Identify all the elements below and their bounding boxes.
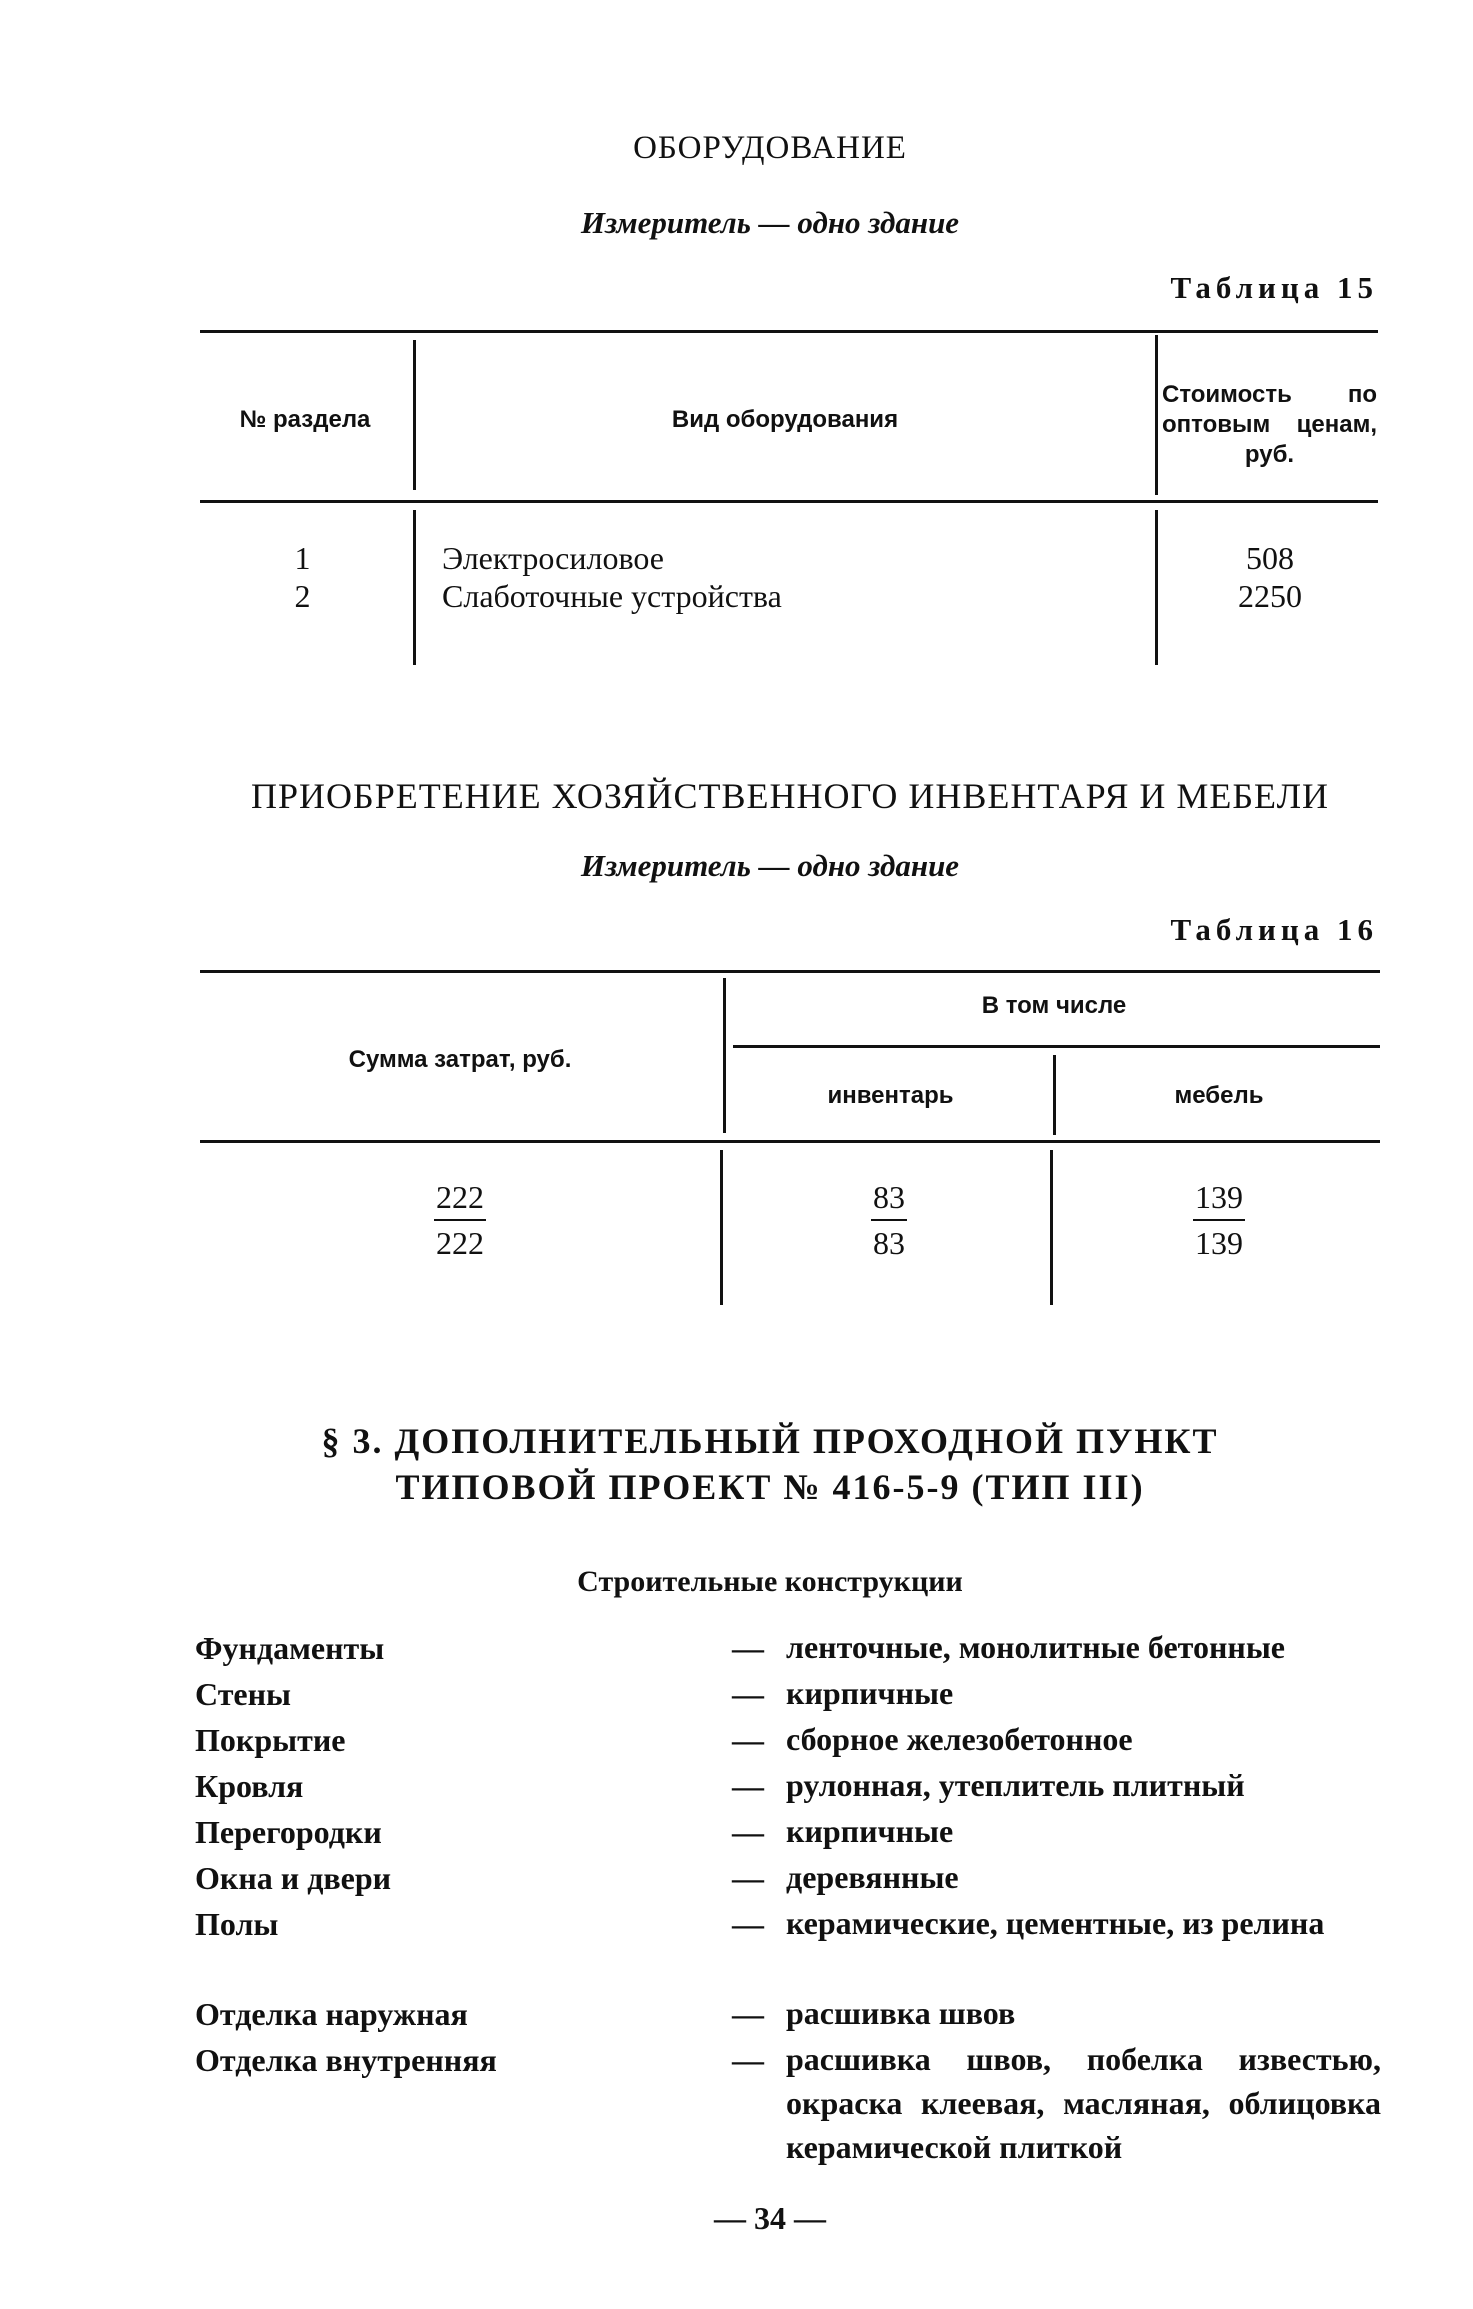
header-furniture: мебель xyxy=(1174,1082,1264,1109)
total-cost-numerator: 222 xyxy=(434,1175,486,1221)
header-section-number: № раздела xyxy=(239,406,371,433)
item-value: керамические, цементные, из релина xyxy=(786,1905,1325,1941)
furniture-numerator: 139 xyxy=(1193,1175,1245,1221)
furniture-fraction xyxy=(1058,1175,1380,1265)
section3-title-line1: § 3. ДОПОЛНИТЕЛЬНЫЙ ПРОХОДНОЙ ПУНКТ xyxy=(321,1421,1219,1461)
item-dash: — xyxy=(732,1768,764,1804)
item-dash: — xyxy=(732,1906,764,1942)
section1-meter: Измеритель — одно здание xyxy=(580,205,960,240)
total-cost-fraction xyxy=(200,1175,720,1265)
structures-heading: Строительные конструкции xyxy=(577,1565,963,1598)
row-number: 1 xyxy=(294,540,311,576)
section1-title: ОБОРУДОВАНИЕ xyxy=(633,130,907,166)
row-number: 2 xyxy=(294,578,311,614)
header-inventory: инвентарь xyxy=(827,1082,954,1109)
item-value: расшивка швов xyxy=(786,1995,1016,2031)
item-dash: — xyxy=(732,1630,764,1666)
item-dash: — xyxy=(732,1996,764,2032)
item-value: рулонная, утеплитель плитный xyxy=(786,1767,1245,1803)
header-cost: Стоимость по оптовым ценам, руб. xyxy=(1162,381,1377,468)
item-label: Отделка внутренняя xyxy=(195,2042,497,2078)
item-label: Полы xyxy=(195,1906,279,1942)
item-label: Стены xyxy=(195,1676,292,1712)
row-cost: 2250 xyxy=(1238,578,1302,614)
item-label: Окна и двери xyxy=(195,1860,392,1896)
item-label: Фундаменты xyxy=(195,1630,385,1666)
item-label: Отделка наружная xyxy=(195,1996,468,2032)
item-value: кирпичные xyxy=(786,1675,954,1711)
item-dash: — xyxy=(732,1676,764,1712)
item-label: Покрытие xyxy=(195,1722,346,1758)
row-equipment-name: Слаботочные устройства xyxy=(442,578,782,614)
page-number: — 34 — xyxy=(714,2200,826,2236)
item-dash: — xyxy=(732,1860,764,1896)
section1-table-number: Таблица 15 xyxy=(1170,270,1378,305)
header-including: В том числе xyxy=(981,992,1127,1019)
item-value: расшивка швов, побелка известью, окраска клеевая, масляная, облицовка керамической плиткой xyxy=(786,2041,1381,2165)
header-total-cost: Сумма затрат, руб. xyxy=(348,1046,572,1073)
item-dash: — xyxy=(732,1722,764,1758)
section3-title-line2: ТИПОВОЙ ПРОЕКТ № 416-5-9 (ТИП III) xyxy=(395,1467,1145,1507)
item-value: деревянные xyxy=(786,1859,959,1895)
row-equipment-name: Электросиловое xyxy=(442,540,664,576)
row-cost: 508 xyxy=(1246,540,1294,576)
inventory-denominator: 83 xyxy=(873,1225,905,1261)
item-value: сборное железобетонное xyxy=(786,1721,1133,1757)
header-equipment-type: Вид оборудования xyxy=(671,406,899,433)
section2-table-number: Таблица 16 xyxy=(1170,912,1378,947)
inventory-numerator: 83 xyxy=(871,1175,907,1221)
item-label: Перегородки xyxy=(195,1814,382,1850)
item-dash: — xyxy=(732,1814,764,1850)
section2-title: ПРИОБРЕТЕНИЕ ХОЗЯЙСТВЕННОГО ИНВЕНТАРЯ И МЕБЕЛИ xyxy=(251,776,1329,816)
item-value: кирпичные xyxy=(786,1813,954,1849)
inventory-fraction xyxy=(728,1175,1050,1265)
item-value: ленточные, монолитные бетонные xyxy=(786,1629,1285,1665)
item-label: Кровля xyxy=(195,1768,304,1804)
furniture-denominator: 139 xyxy=(1195,1225,1243,1261)
section2-meter: Измеритель — одно здание xyxy=(580,848,960,883)
item-dash: — xyxy=(732,2042,764,2078)
total-cost-denominator: 222 xyxy=(436,1225,484,1261)
